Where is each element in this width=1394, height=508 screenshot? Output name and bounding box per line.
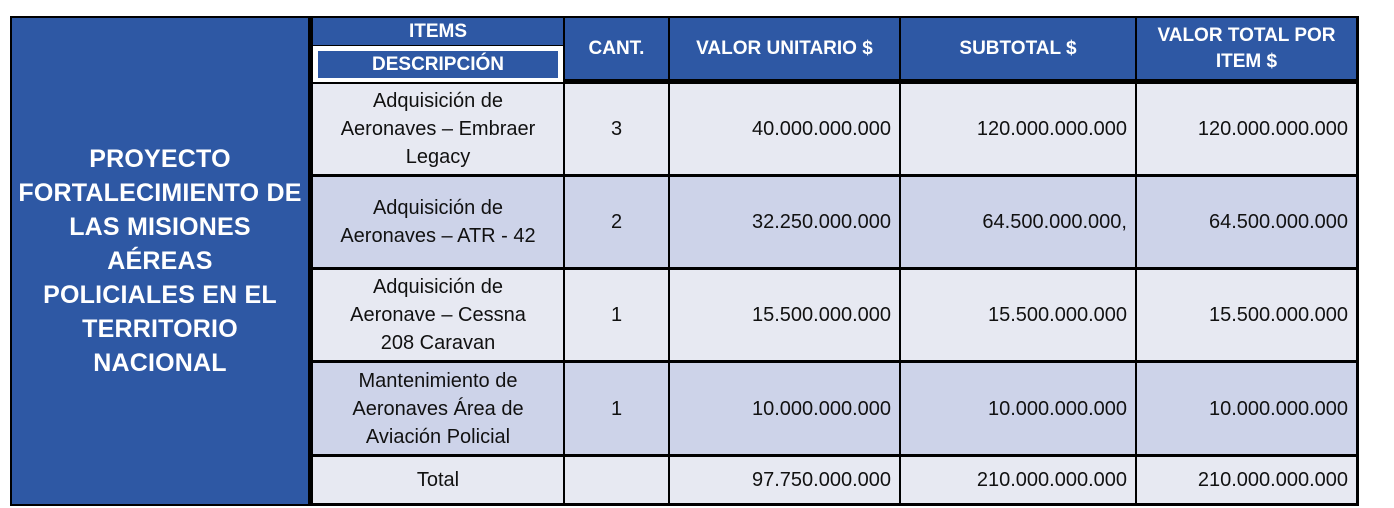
cant-value: 3: [610, 118, 623, 140]
table-row-2-unit: [670, 177, 899, 267]
total-value: 15.500.000.000: [1208, 304, 1348, 326]
header-valor-total-line: VALOR TOTAL POR: [1157, 24, 1336, 46]
table-row-3-cant: [565, 270, 668, 360]
unit-value: 32.250.000.000: [751, 211, 891, 233]
table-row-4-unit: [670, 363, 899, 454]
subtotal-value: 10.000.000.000: [987, 397, 1127, 420]
header-valor-total: [1137, 18, 1356, 79]
desc-line: Adquisición de: [372, 90, 504, 112]
total-row-subtotal: [901, 457, 1135, 503]
total-value: 10.000.000.000: [1208, 397, 1348, 420]
cant-value: 1: [610, 397, 623, 420]
project-line: PROYECTO: [89, 145, 231, 173]
cant-value: 1: [610, 304, 623, 326]
header-valor-unitario: [670, 18, 899, 79]
table-row-2-desc: [313, 177, 563, 267]
table-row-1-unit: [670, 84, 899, 174]
table-row-2-subtotal: [901, 177, 1135, 267]
desc-line: Adquisición de: [372, 197, 504, 219]
total-row-unit: [670, 457, 899, 503]
desc-line: Aeronaves – ATR - 42: [340, 225, 536, 247]
header-valor-unitario-label: VALOR UNITARIO $: [696, 37, 873, 59]
header-descripcion-label: DESCRIPCIÓN: [372, 53, 504, 75]
header-valor-total-line: ITEM $: [1215, 50, 1278, 72]
header-subtotal: [901, 18, 1135, 79]
project-line: TERRITORIO: [82, 315, 238, 343]
desc-line: 208 Caravan: [380, 332, 496, 354]
subtotal-value: 120.000.000.000: [976, 118, 1127, 140]
desc-line: Legacy: [405, 146, 471, 168]
total-label: Total: [416, 469, 460, 491]
project-line: FORTALECIMIENTO DE: [18, 179, 302, 207]
desc-line: Aviación Policial: [365, 425, 511, 448]
header-items: [313, 18, 563, 45]
table-row-4-desc: [313, 363, 563, 454]
desc-line: Aeronaves Área de: [352, 397, 524, 420]
table-row-1-subtotal: [901, 84, 1135, 174]
project-line: LAS MISIONES AÉREAS: [69, 213, 251, 275]
header-subtotal-label: SUBTOTAL $: [959, 37, 1077, 59]
total-row-label: [313, 457, 563, 503]
table-row-1-total: [1137, 84, 1356, 174]
desc-line: Mantenimiento de: [358, 369, 518, 392]
total-value: 64.500.000.000: [1208, 211, 1348, 233]
header-cant-label: CANT.: [588, 37, 645, 59]
table-row-1-cant: [565, 84, 668, 174]
desc-line: Aeronaves – Embraer: [340, 118, 536, 140]
desc-line: Adquisición de: [372, 276, 504, 298]
table-row-2-cant: [565, 177, 668, 267]
total-value: 210.000.000.000: [1197, 469, 1348, 491]
header-descripcion: [318, 51, 558, 78]
project-line: POLICIALES EN EL: [43, 281, 277, 309]
unit-value: 10.000.000.000: [751, 397, 891, 420]
table-row-1-desc: [313, 84, 563, 174]
table-row-3-desc: [313, 270, 563, 360]
table-row-3-total: [1137, 270, 1356, 360]
header-items-label: ITEMS: [408, 20, 468, 42]
header-cant: [565, 18, 668, 79]
total-value: 120.000.000.000: [1197, 118, 1348, 140]
table-row-4-subtotal: [901, 363, 1135, 454]
subtotal-value: 210.000.000.000: [976, 469, 1127, 491]
project-line: NACIONAL: [93, 349, 227, 377]
unit-value: 97.750.000.000: [751, 469, 891, 491]
subtotal-value: 15.500.000.000: [987, 304, 1127, 326]
table-row-4-cant: [565, 363, 668, 454]
table-row-3-unit: [670, 270, 899, 360]
unit-value: 15.500.000.000: [751, 304, 891, 326]
unit-value: 40.000.000.000: [751, 118, 891, 140]
total-row-cant: [565, 457, 668, 503]
table-row-4-total: [1137, 363, 1356, 454]
table-row-3-subtotal: [901, 270, 1135, 360]
table-row-2-total: [1137, 177, 1356, 267]
project-title-cell: [12, 18, 308, 504]
total-row-total: [1137, 457, 1356, 503]
desc-line: Aeronave – Cessna: [350, 304, 526, 326]
cant-value: 2: [610, 211, 623, 233]
subtotal-value: 64.500.000.000,: [982, 211, 1127, 233]
